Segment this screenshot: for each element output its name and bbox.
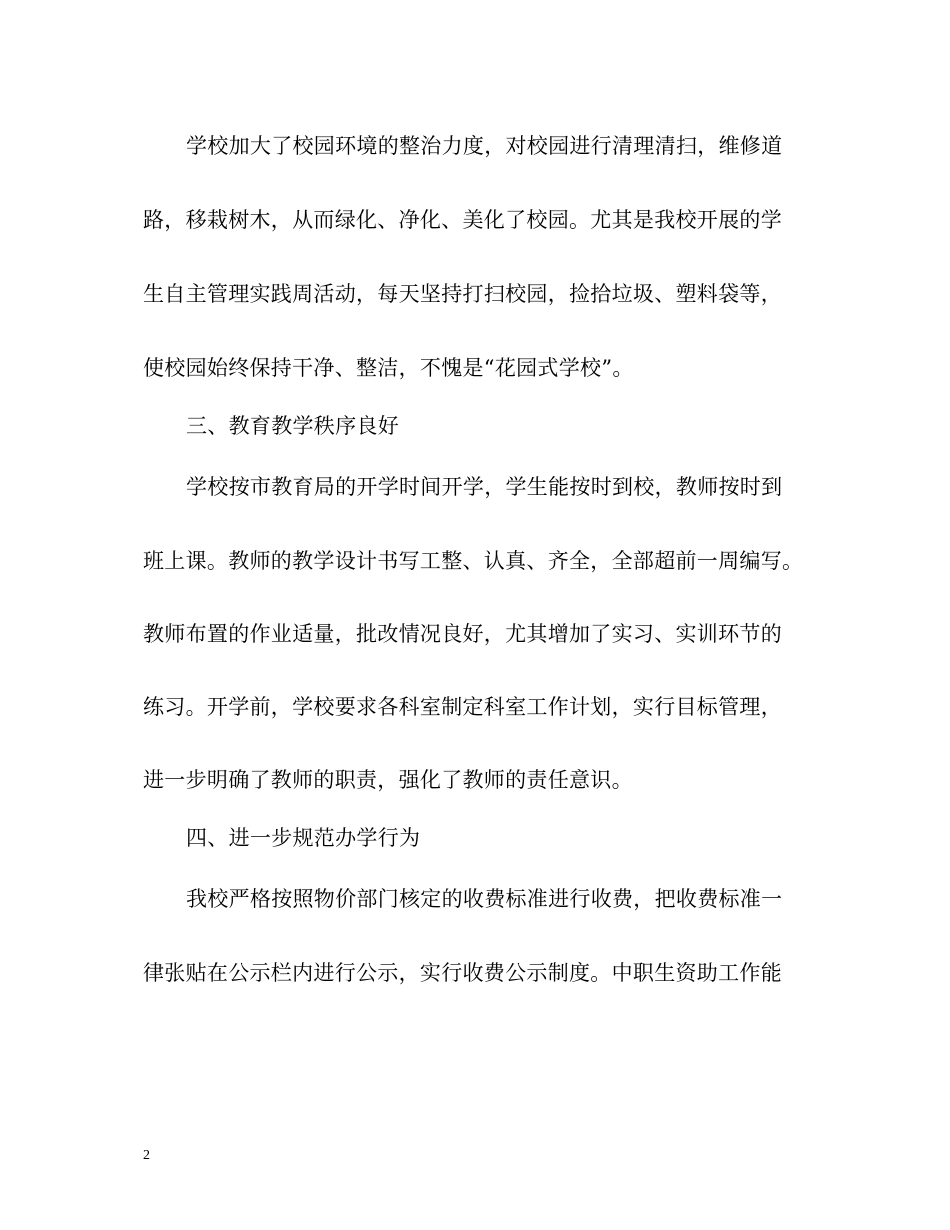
section-heading: 四、进一步规范办学行为 xyxy=(186,826,421,850)
section-heading: 三、教育教学秩序良好 xyxy=(186,414,399,438)
text-line: 使校园始终保持干净、整洁，不愧是“花园式学校”。 xyxy=(143,356,634,380)
text-line: 我校严格按照物价部门核定的收费标准进行收费，把收费标准一 xyxy=(186,887,783,911)
page-number: 2 xyxy=(143,1148,150,1163)
text-line: 进一步明确了教师的职责，强化了教师的责任意识。 xyxy=(143,768,633,792)
text-line: 教师布置的作业适量，批改情况良好，尤其增加了实习、实训环节的 xyxy=(143,622,782,646)
text-line: 生自主管理实践周活动，每天坚持打扫校园，捡拾垃圾、塑料袋等， xyxy=(143,282,782,306)
text-line: 班上课。教师的教学设计书写工整、认真、齐全，全部超前一周编写。 xyxy=(143,549,804,573)
text-line: 律张贴在公示栏内进行公示，实行收费公示制度。中职生资助工作能 xyxy=(143,961,782,985)
text-line: 学校按市教育局的开学时间开学，学生能按时到校，教师按时到 xyxy=(186,475,783,499)
text-line: 学校加大了校园环境的整治力度，对校园进行清理清扫，维修道 xyxy=(186,134,783,158)
text-line: 练习。开学前，学校要求各科室制定科室工作计划，实行目标管理， xyxy=(143,695,782,719)
text-line: 路，移栽树木，从而绿化、净化、美化了校园。尤其是我校开展的学 xyxy=(143,208,782,232)
